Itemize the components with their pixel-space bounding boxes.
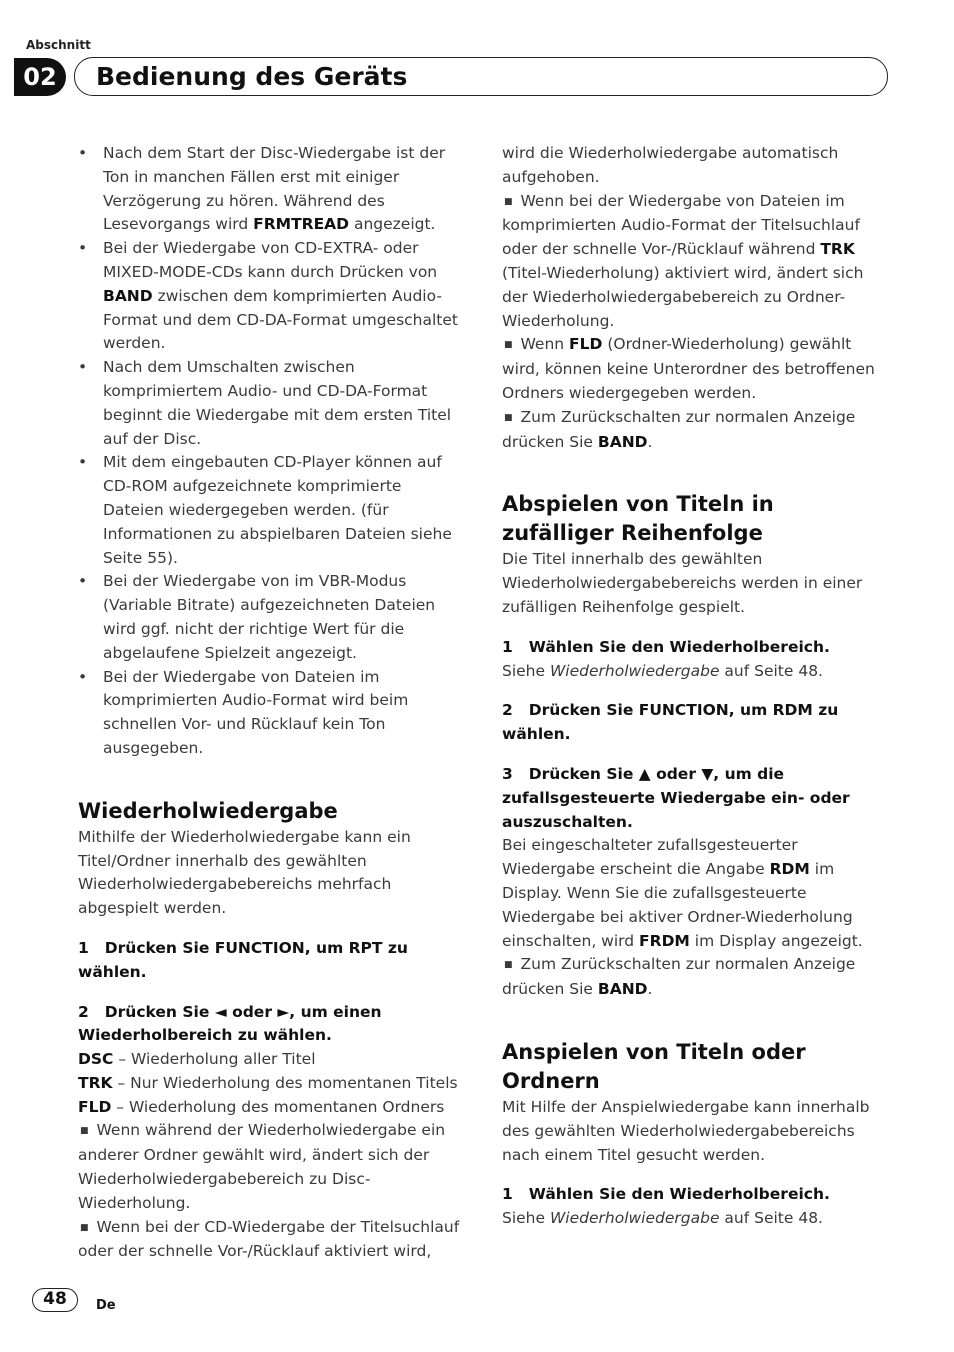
scan-step-1-ref: Siehe Wiederholwiedergabe auf Seite 48.: [502, 1209, 823, 1228]
note-marker-icon: ■: [504, 340, 513, 351]
section-label: Abschnitt: [26, 38, 91, 52]
scan-step-1: 1 Wählen Sie den Wiederholbereich.: [502, 1185, 830, 1204]
note: ■ Wenn bei der CD-Wiedergabe der Titelsuchlauf oder der schnelle Vor-/Rücklauf aktiviert wird,: [78, 1217, 460, 1261]
right-column: [502, 142, 892, 1231]
list-item: • Bei der Wiedergabe von Dateien im komprimierten Audio-Format wird beim schnellen Vor- und Rücklauf kein Ton ausgegeben.: [78, 666, 464, 761]
note: ■ Wenn während der Wiederholwiedergabe ein anderer Ordner gewählt wird, ändert sich der Wiederholwiedergabebereich zu Disc-Wiederholung.: [78, 1121, 446, 1212]
chapter-number-badge: 02: [14, 58, 66, 96]
note-marker-icon: ■: [504, 960, 513, 971]
list-item: • Nach dem Start der Disc-Wiedergabe ist der Ton in manchen Fällen erst mit einiger Verzögerung zu hören. Während des Lesevorgangs wird FRMTREAD angezeigt.: [78, 142, 464, 237]
option-dsc: DSC – Wiederholung aller Titel: [78, 1050, 316, 1069]
scan-intro: Mit Hilfe der Anspielwiedergabe kann innerhalb des gewählten Wiederholwiedergabebereichs nach einem Titel gesucht werden.: [502, 1097, 870, 1164]
note-marker-icon: ■: [80, 1222, 89, 1233]
list-item: • Nach dem Umschalten zwischen komprimiertem Audio- und CD-DA-Format beginnt die Wiedergabe mit dem ersten Titel auf der Disc.: [78, 356, 464, 451]
list-item: • Bei der Wiedergabe von CD-EXTRA- oder MIXED-MODE-CDs kann durch Drücken von BAND zwischen dem komprimierten Audio-Format und dem CD-DA-Format umgeschaltet werden.: [78, 237, 464, 356]
left-column: [78, 142, 464, 1264]
step-1: 1 Drücken Sie FUNCTION, um RPT zu wählen.: [78, 938, 408, 981]
bullet-list: [78, 142, 464, 761]
heading-repeat-play: Wiederholwiedergabe: [78, 798, 338, 823]
list-item: • Mit dem eingebauten CD-Player können auf CD-ROM aufgezeichnete komprimierte Dateien wiedergegeben werden. (für Informationen zu abspielbaren Dateien siehe Seite 55).: [78, 451, 464, 570]
page-number: 48: [32, 1288, 78, 1312]
heading-random-play: Abspielen von Titeln in zufälliger Reihenfolge: [502, 492, 774, 546]
note-marker-icon: ■: [504, 412, 513, 423]
note-marker-icon: ■: [504, 196, 513, 207]
list-item: • Bei der Wiedergabe von im VBR-Modus (Variable Bitrate) aufgezeichneten Dateien wird ggf. nicht der richtige Wert für die abgelaufene Spielzeit angezeigt.: [78, 570, 464, 665]
random-intro: Die Titel innerhalb des gewählten Wiederholwiedergabebereichs werden in einer zufälligen Reihenfolge gespielt.: [502, 550, 863, 616]
note: ■ Wenn FLD (Ordner-Wiederholung) gewählt wird, können keine Unterordner des betroffenen Ordners wiedergegeben werden.: [502, 335, 875, 402]
random-step-3: 3 Drücken Sie ▲ oder ▼, um die zufallsgesteuerte Wiedergabe ein- oder auszuschalten.: [502, 764, 850, 831]
random-step-3-text: Bei eingeschalteter zufallsgesteuerter Wiedergabe erscheint die Angabe RDM im Display. Wenn Sie die zufallsgesteuerte Wiedergabe bei aktiver Ordner-Wiederholung einschalten, wird FRDM im Display angezeigt.: [502, 836, 863, 950]
continued-note: wird die Wiederholwiedergabe automatisch aufgehoben.: [502, 144, 839, 186]
heading-scan-play: Anspielen von Titeln oder Ordnern: [502, 1039, 806, 1093]
random-step-2: 2 Drücken Sie FUNCTION, um RDM zu wählen.: [502, 701, 839, 744]
option-fld: FLD – Wiederholung des momentanen Ordners: [78, 1097, 445, 1116]
repeat-intro: Mithilfe der Wiederholwiedergabe kann ein Titel/Ordner innerhalb des gewählten Wiederholwiedergabebereichs mehrfach abgespielt werden.: [78, 827, 411, 918]
step-2: 2 Drücken Sie ◄ oder ►, um einen Wiederholbereich zu wählen.: [78, 1002, 382, 1045]
random-step-1-ref: Siehe Wiederholwiedergabe auf Seite 48.: [502, 661, 823, 680]
language-label: De: [96, 1298, 116, 1313]
note: ■ Zum Zurückschalten zur normalen Anzeige drücken Sie BAND.: [502, 407, 856, 451]
note: ■ Zum Zurückschalten zur normalen Anzeige drücken Sie BAND.: [502, 955, 856, 999]
random-step-1: 1 Wählen Sie den Wiederholbereich.: [502, 637, 830, 656]
note-marker-icon: ■: [80, 1126, 89, 1137]
option-trk: TRK – Nur Wiederholung des momentanen Titels: [78, 1073, 458, 1092]
chapter-title: Bedienung des Geräts: [96, 62, 408, 91]
note: ■ Wenn bei der Wiedergabe von Dateien im komprimierten Audio-Format der Titelsuchlauf oder der schnelle Vor-/Rücklauf während TRK (Titel-Wiederholung) aktiviert wird, ändert sich der Wiederholwiedergabebereich zu Ordner-Wiederholung.: [502, 191, 864, 330]
